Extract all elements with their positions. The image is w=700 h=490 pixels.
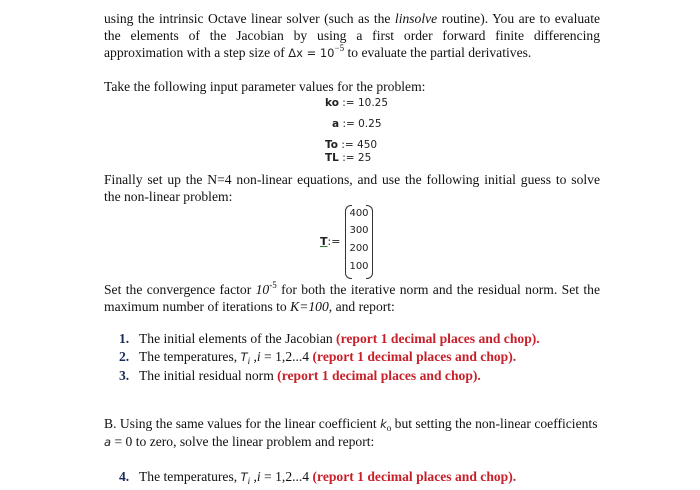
intro-line-2 <box>104 27 600 44</box>
k-subscript: o <box>386 423 392 433</box>
param-name: TL <box>325 152 339 164</box>
linsolve-term: linsolve <box>394 11 438 26</box>
index-range: = 1,2...4 <box>260 349 313 364</box>
setup-text: Finally set up the N=4 non-linear equations, and use the following initial guess to solve <box>104 172 600 187</box>
temperature-symbol: T <box>240 350 248 364</box>
param-ko <box>325 97 388 109</box>
item-text: The initial residual norm <box>139 368 278 383</box>
vector-entry: 200 <box>349 243 369 254</box>
temperature-symbol: T <box>240 470 248 484</box>
param-value: 450 <box>357 139 378 151</box>
item-number: 3. <box>119 368 130 383</box>
params-heading-text: Take the following input parameter values for the problem: <box>104 79 426 94</box>
param-To <box>325 139 377 151</box>
list-item <box>119 348 516 366</box>
vector-brackets <box>345 205 373 277</box>
param-a <box>332 118 382 130</box>
item-number: 4. <box>119 469 130 484</box>
setup-text: the non-linear problem: <box>104 189 233 204</box>
param-op: := <box>341 139 354 151</box>
tolerance-exponent: -5 <box>269 280 277 290</box>
intro-text: the elements of the Jacobian by using a first order forward finite differencing <box>104 28 600 43</box>
item-requirement: (report 1 decimal places and chop). <box>336 331 540 346</box>
item-text: The initial elements of the Jacobian <box>139 331 337 346</box>
item-requirement: (report 1 decimal places and chop). <box>312 469 517 484</box>
item-text: The temperatures, <box>139 469 241 484</box>
step-size-exponent: −5 <box>334 43 345 53</box>
part-b-text: = 0 to zero, solve the linear problem and report: <box>111 434 375 449</box>
intro-text: routine). You are to evaluate <box>437 11 601 26</box>
convergence-text: Set the convergence factor <box>104 282 256 297</box>
vector-op: := <box>327 235 341 248</box>
item-text: , <box>250 469 257 484</box>
vector-entry: 100 <box>349 261 369 272</box>
part-b-text: but setting the non-linear coefficients <box>391 416 598 431</box>
step-size-math: Δx = 10 <box>288 46 335 60</box>
index-var: i <box>256 349 261 364</box>
a-symbol: a <box>104 435 112 449</box>
intro-text: approximation with a step size of <box>104 45 289 60</box>
temperature-index: i <box>247 476 251 486</box>
convergence-text: for both the iterative norm and the residual norm. Set the <box>276 282 600 297</box>
vector-entry: 400 <box>349 208 369 219</box>
param-TL <box>325 152 371 164</box>
param-op: := <box>342 97 355 109</box>
convergence-line-1 <box>104 281 600 298</box>
item-requirement: (report 1 decimal places and chop). <box>277 368 481 383</box>
param-value: 10.25 <box>357 97 389 109</box>
item-requirement: (report 1 decimal places and chop). <box>312 349 517 364</box>
convergence-line-2 <box>104 298 395 315</box>
part-b-line-1 <box>104 415 598 433</box>
param-name: To <box>325 139 338 151</box>
item-number: 1. <box>119 331 130 346</box>
index-range: = 1,2...4 <box>260 469 313 484</box>
vector-entry: 300 <box>349 225 369 236</box>
param-value: 0.25 <box>358 118 382 130</box>
vector-symbol: T <box>320 235 328 248</box>
tolerance-base: 10 <box>255 282 270 297</box>
item-text: The temperatures, <box>139 349 241 364</box>
list-item <box>119 330 540 347</box>
intro-line-1 <box>104 10 600 27</box>
k-symbol: k <box>380 417 387 431</box>
vector-label <box>320 235 340 248</box>
param-name: a <box>332 118 340 130</box>
intro-text: using the intrinsic Octave linear solver (such as the <box>104 11 395 26</box>
param-value: 25 <box>357 152 372 164</box>
index-var: i <box>256 469 261 484</box>
item-text: , <box>250 349 257 364</box>
intro-text: to evaluate the partial derivatives. <box>344 45 532 60</box>
initial-guess-vector <box>320 205 380 277</box>
setup-line-1 <box>104 171 600 188</box>
max-iterations: K=100 <box>290 299 329 314</box>
params-heading <box>104 78 425 95</box>
param-op: := <box>342 118 355 130</box>
param-op: := <box>342 152 355 164</box>
list-item <box>119 367 481 384</box>
temperature-index: i <box>247 356 251 366</box>
intro-line-3 <box>104 44 531 62</box>
item-number: 2. <box>119 349 130 364</box>
part-b-line-2 <box>104 433 374 451</box>
convergence-text: , and report: <box>328 299 395 314</box>
convergence-text: maximum number of iterations to <box>104 299 291 314</box>
list-item <box>119 468 516 486</box>
param-name: ko <box>325 97 339 109</box>
setup-line-2 <box>104 188 232 205</box>
part-b-text: B. Using the same values for the linear coefficient <box>104 416 381 431</box>
